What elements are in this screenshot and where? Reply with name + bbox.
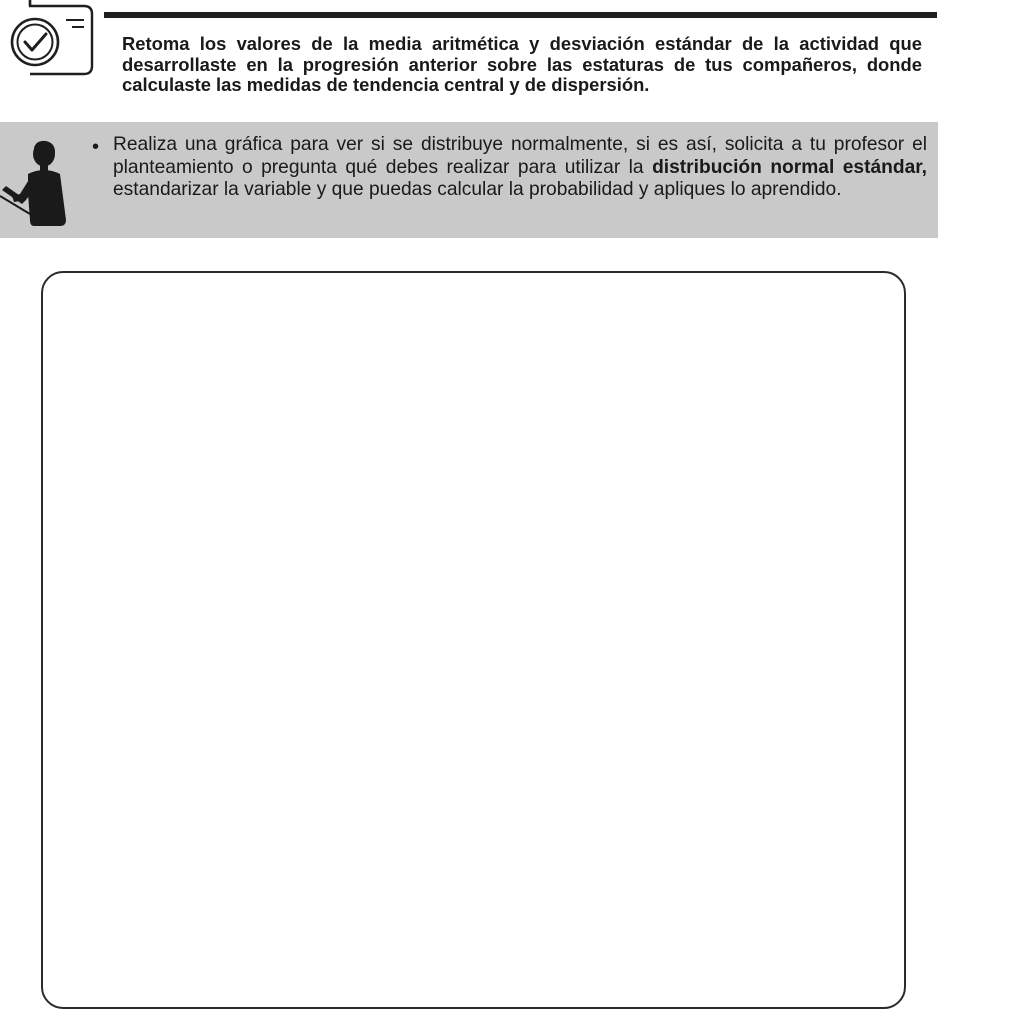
activity-text-part2: estandarizar la variable y que puedas calcular la probabilidad y apliques lo aprendido. (113, 179, 842, 200)
checklist-check-icon (0, 0, 95, 78)
activity-text-part1: Realiza una gráfica para ver si se distribuye normalmente, si es así, solicita a tu profesor el planteamiento o pregunta qué debes realizar para utilizar la (113, 134, 927, 178)
activity-band (0, 122, 938, 238)
activity-text (113, 134, 927, 202)
teacher-silhouette-icon (0, 134, 74, 228)
header-rule (104, 12, 937, 18)
instruction-text: Retoma los valores de la media aritmética y desviación estándar de la actividad que desarrollaste en la progresión anterior sobre las estaturas de tus compañeros, donde calculaste las medidas de tendencia central y de dispersión. (122, 33, 922, 95)
answer-box[interactable] (41, 271, 906, 1009)
bullet: • (92, 136, 100, 158)
activity-text-bold: distribución normal estándar, (652, 156, 927, 178)
